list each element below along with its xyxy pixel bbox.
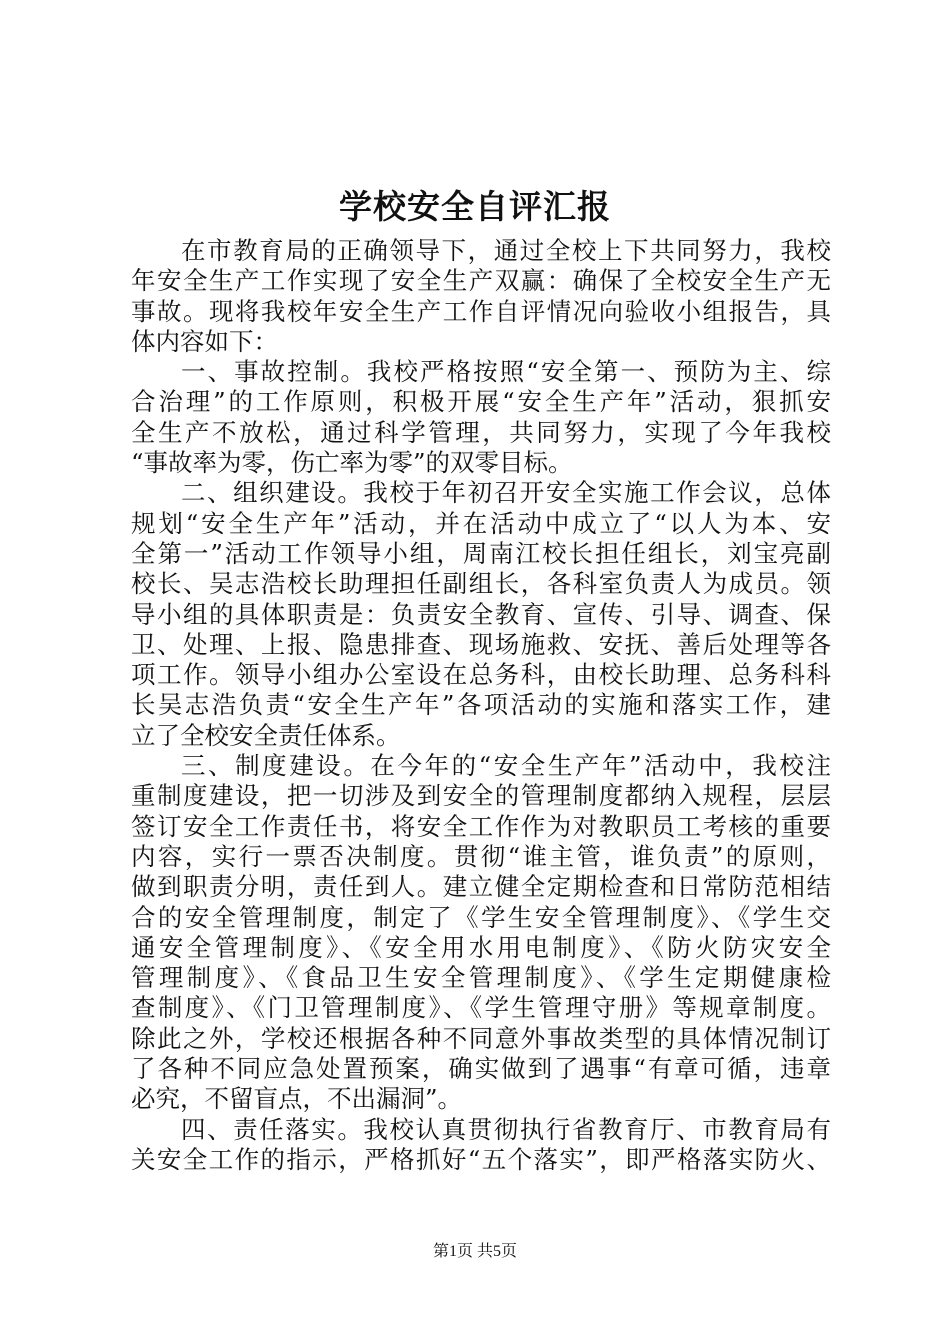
paragraph-line: 四、责任落实。我校认真贯彻执行省教育厅、市教育局有 [181, 1114, 831, 1144]
paragraph-line: 签订安全工作责任书，将安全工作作为对教职员工考核的重要 [131, 811, 831, 841]
paragraph-line: 年安全生产工作实现了安全生产双赢：确保了全校安全生产无 [131, 266, 831, 296]
paragraph-line: 重制度建设，把一切涉及到安全的管理制度都纳入规程，层层 [131, 781, 831, 811]
paragraph-line: 校长、吴志浩校长助理担任副组长，各科室负责人为成员。领 [131, 569, 831, 599]
paragraph-line: 管理制度》、《食品卫生安全管理制度》、《学生定期健康检 [131, 963, 831, 993]
paragraph-line: 关安全工作的指示，严格抓好“五个落实”，即严格落实防火、 [131, 1144, 831, 1174]
paragraph-line: 项工作。领导小组办公室设在总务科，由校长助理、总务科科 [131, 660, 831, 690]
paragraph-line: 导小组的具体职责是：负责安全教育、宣传、引导、调查、保 [131, 599, 831, 629]
paragraph-line: 规划“安全生产年”活动，并在活动中成立了“以人为本、安 [131, 508, 831, 538]
paragraph-line: 体内容如下： [131, 326, 278, 356]
paragraph-line: 做到职责分明，责任到人。建立健全定期检查和日常防范相结 [131, 872, 831, 902]
document-body [131, 236, 831, 1175]
paragraph-line: 了各种不同应急处置预案，确实做到了遇事“有章可循，违章 [131, 1054, 831, 1084]
paragraph-line: 合的安全管理制度，制定了《学生安全管理制度》、《学生交 [131, 902, 831, 932]
paragraph-line: 卫、处理、上报、隐患排查、现场施救、安抚、善后处理等各 [131, 629, 831, 659]
paragraph-line: 必究，不留盲点，不出漏洞”。 [131, 1084, 463, 1114]
paragraph-line: 全生产不放松，通过科学管理，共同努力，实现了今年我校 [131, 417, 831, 447]
document-title: 学校安全自评汇报 [339, 187, 611, 226]
paragraph-line: 查制度》、《门卫管理制度》、《学生管理守册》等规章制度。 [131, 993, 831, 1023]
paragraph-line: 通安全管理制度》、《安全用水用电制度》、《防火防灾安全 [131, 932, 831, 962]
paragraph-line: 全第一”活动工作领导小组，周南江校长担任组长，刘宝亮副 [131, 538, 831, 568]
paragraph-line: 一、事故控制。我校严格按照“安全第一、预防为主、综 [181, 357, 831, 387]
paragraph-line: 长吴志浩负责“安全生产年”各项活动的实施和落实工作，建 [131, 690, 831, 720]
paragraph-line: 除此之外，学校还根据各种不同意外事故类型的具体情况制订 [131, 1023, 831, 1053]
page-footer: 第1页 共5页 [432, 1243, 517, 1260]
paragraph-line: 二、组织建设。我校于年初召开安全实施工作会议，总体 [181, 478, 831, 508]
paragraph-line: 内容，实行一票否决制度。贯彻“谁主管，谁负责”的原则， [131, 841, 831, 871]
paragraph-line: 在市教育局的正确领导下，通过全校上下共同努力，我校 [181, 236, 831, 265]
paragraph-line: 合治理”的工作原则，积极开展“安全生产年”活动，狠抓安 [131, 387, 831, 417]
paragraph-line: 事故。现将我校年安全生产工作自评情况向验收小组报告，具 [131, 296, 831, 326]
paragraph-line: 三、制度建设。在今年的“安全生产年”活动中，我校注 [181, 751, 831, 781]
paragraph-line: “事故率为零，伤亡率为零”的双零目标。 [131, 448, 573, 478]
paragraph-line: 立了全校安全责任体系。 [131, 720, 401, 750]
